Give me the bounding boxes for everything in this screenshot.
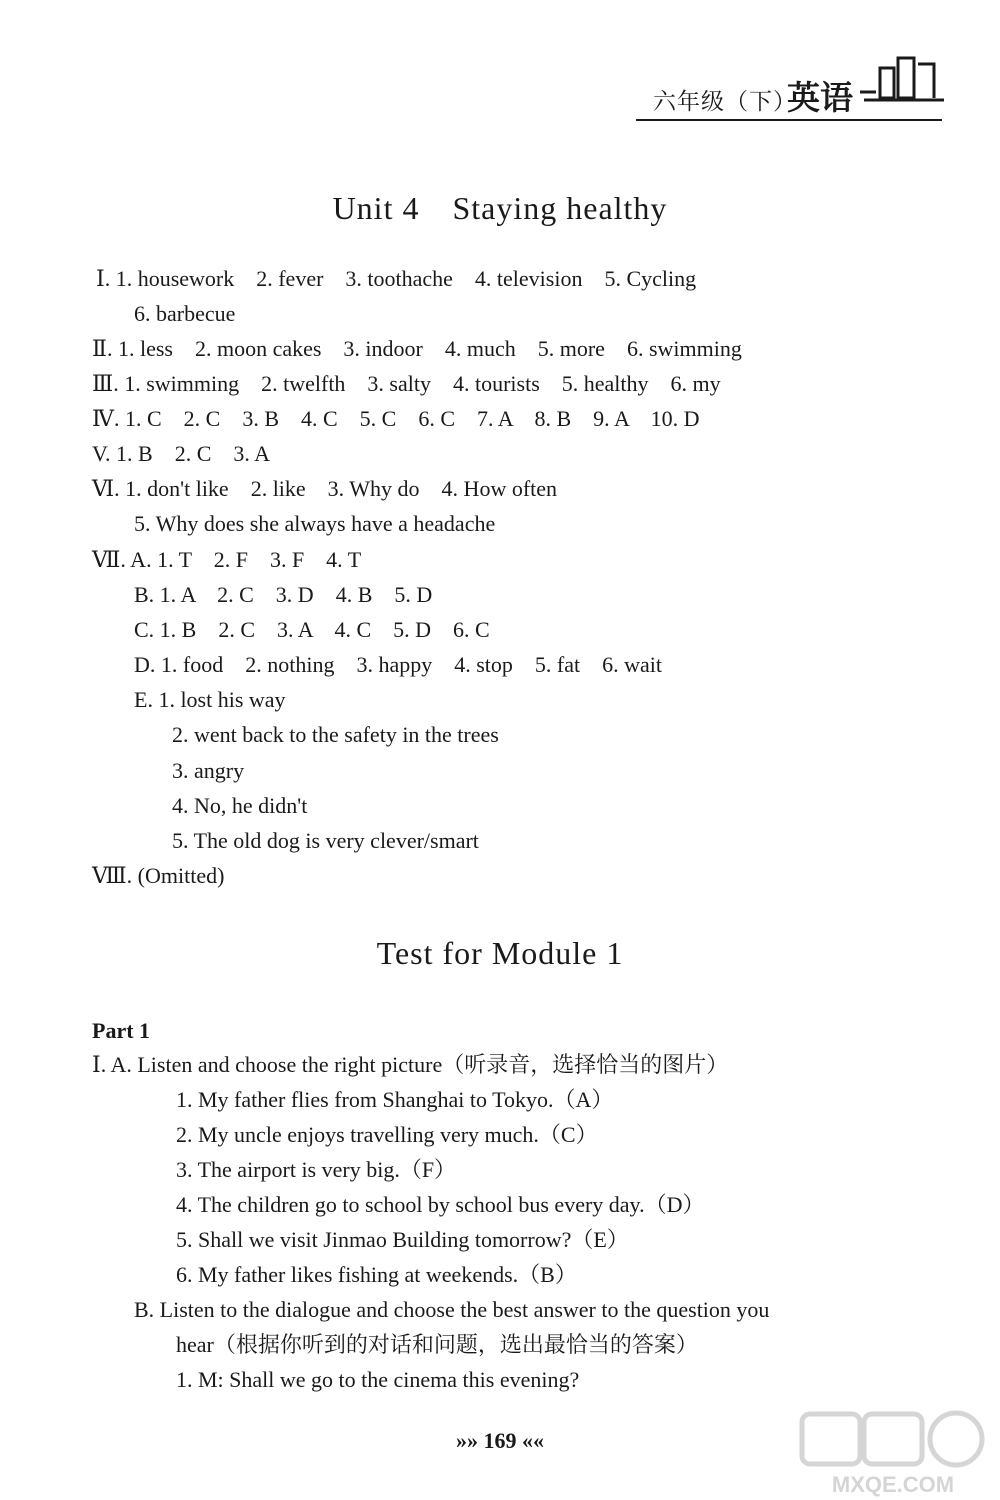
page-header: [0, 0, 1000, 150]
answer-line: Ⅶ. A. 1. T 2. F 3. F 4. T: [92, 547, 362, 572]
question-line: B. Listen to the dialogue and choose the best answer to the question you: [134, 1297, 770, 1322]
question-line: 1. My father flies from Shanghai to Tokyo.（A）: [176, 1087, 614, 1112]
watermark-url: MXQE.COM: [831, 1472, 955, 1497]
section-title-unit4: Unit 4 Staying healthy: [332, 190, 668, 226]
question-line: 3. The airport is very big.（F）: [176, 1157, 457, 1182]
question-line: 2. My uncle enjoys travelling very much.（C）: [176, 1122, 598, 1147]
answer-line: E. 1. lost his way: [134, 687, 286, 712]
answer-line: 3. angry: [172, 758, 245, 783]
answer-line: 6. barbecue: [134, 301, 236, 326]
question-line: 6. My father likes fishing at weekends.（B）: [176, 1262, 577, 1287]
answer-line: Ⅱ. 1. less 2. moon cakes 3. indoor 4. much 5. more 6. swimming: [92, 336, 742, 361]
answer-line: V. 1. B 2. C 3. A: [92, 441, 271, 466]
answer-line: B. 1. A 2. C 3. D 4. B 5. D: [134, 582, 433, 607]
header-subject: 英语: [787, 78, 853, 117]
answer-line: 5. Why does she always have a headache: [134, 511, 496, 536]
part-label: Part 1: [92, 1018, 151, 1043]
answer-line: Ⅳ. 1. C 2. C 3. B 4. C 5. C 6. C 7. A 8. B 9. A 10. D: [92, 406, 700, 431]
answer-line: Ⅵ. 1. don't like 2. like 3. Why do 4. How often: [92, 476, 558, 501]
answer-line: 2. went back to the safety in the trees: [172, 722, 499, 747]
answer-line: Ⅲ. 1. swimming 2. twelfth 3. salty 4. tourists 5. healthy 6. my: [92, 371, 721, 396]
question-line: hear（根据你听到的对话和问题，选出最恰当的答案）: [176, 1332, 698, 1357]
answer-line: 4. No, he didn't: [172, 793, 308, 818]
question-line: 4. The children go to school by school bus every day.（D）: [176, 1192, 705, 1217]
answer-line: Ⅰ. 1. housework 2. fever 3. toothache 4. television 5. Cycling: [96, 266, 697, 291]
answer-line: D. 1. food 2. nothing 3. happy 4. stop 5. fat 6. wait: [134, 652, 662, 677]
section-title-test-module1: Test for Module 1: [376, 935, 624, 971]
watermark-logo: [788, 1408, 998, 1500]
answer-line: C. 1. B 2. C 3. A 4. C 5. D 6. C: [134, 617, 490, 642]
question-line: Ⅰ. A. Listen and choose the right picture（听录音，选择恰当的图片）: [92, 1052, 729, 1077]
page-number: »» 169 ««: [456, 1428, 544, 1453]
answer-line: 5. The old dog is very clever/smart: [172, 828, 479, 853]
answer-line: Ⅷ. (Omitted): [92, 863, 225, 888]
books-desk-icon: [858, 50, 948, 110]
question-line: 5. Shall we visit Jinmao Building tomorrow?（E）: [176, 1227, 629, 1252]
header-divider: [636, 119, 942, 121]
header-grade: 六年级（下）: [653, 89, 797, 115]
question-line: 1. M: Shall we go to the cinema this evening?: [176, 1367, 580, 1392]
